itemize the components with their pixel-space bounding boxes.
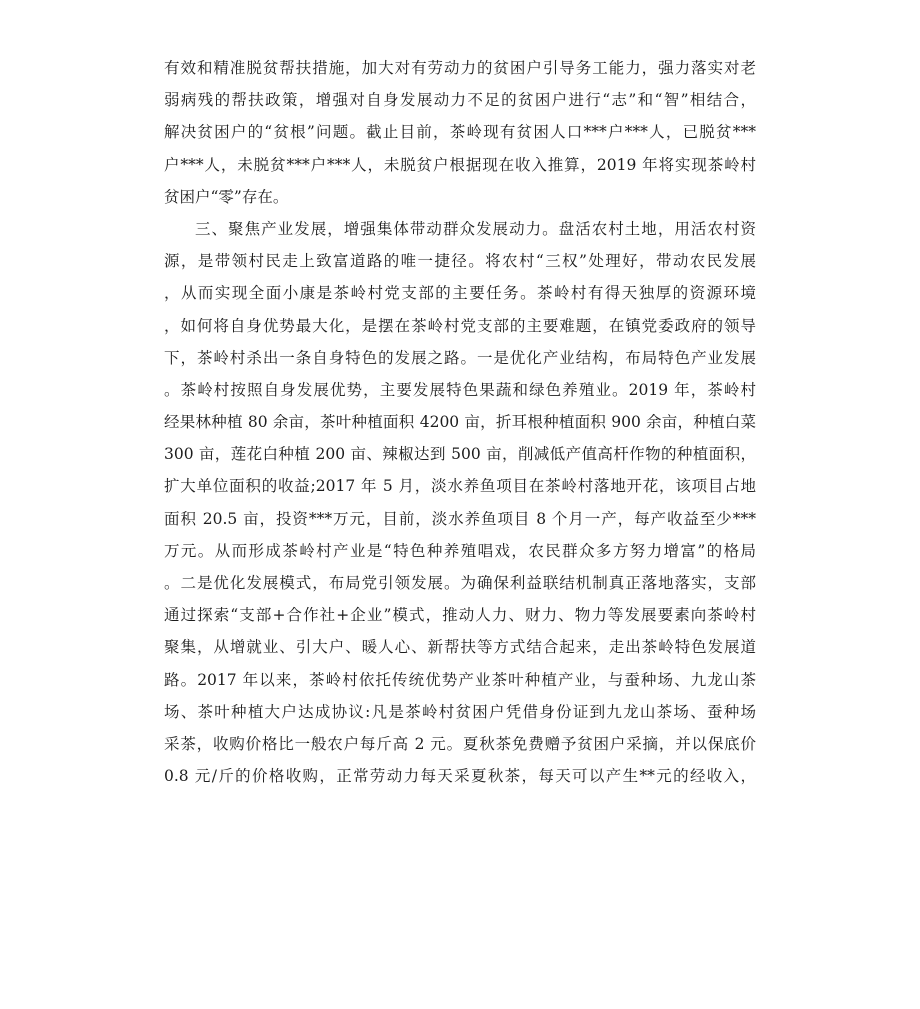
paragraph-industry-development	[164, 213, 756, 792]
text-line: 0.8 元/斤的价格收购，正常劳动力每天采夏秋茶，每天可以产生**元的经收入，	[164, 767, 756, 786]
text-line: 弱病残的帮扶政策，增强对自身发展动力不足的贫困户进行“志”和“智”相结合，	[164, 91, 756, 110]
text-line: 解决贫困户的“贫根”问题。截止目前，茶岭现有贫困人口***户***人，已脱贫***	[164, 123, 756, 142]
text-line: 下，茶岭村杀出一条自身特色的发展之路。一是优化产业结构，布局特色产业发展	[164, 348, 756, 367]
text-line: 。二是优化发展模式，布局党引领发展。为确保利益联结机制真正落地落实，支部	[164, 574, 756, 592]
paragraph-poverty-measures	[164, 52, 756, 213]
document-body	[164, 52, 756, 792]
text-line: 采茶，收购价格比一般农户每斤高 2 元。夏秋茶免费赠予贫困户采摘，并以保底价	[164, 734, 756, 753]
text-line: 经果林种植 80 余亩，茶叶种植面积 4200 亩，折耳根种植面积 900 余亩，种植白菜	[164, 413, 756, 432]
text-line: 三、聚焦产业发展，增强集体带动群众发展动力。盘活农村土地，用活农村资	[195, 219, 756, 238]
text-line: 。茶岭村按照自身发展优势，主要发展特色果蔬和绿色养殖业。2019 年，茶岭村	[164, 380, 756, 399]
text-line: 场、茶叶种植大户达成协议:凡是茶岭村贫困户凭借身份证到九龙山茶场、蚕种场	[164, 702, 756, 721]
text-line: 有效和精准脱贫帮扶措施，加大对有劳动力的贫困户引导务工能力，强力落实对老	[164, 59, 756, 77]
text-line: 路。2017 年以来，茶岭村依托传统优势产业茶叶种植产业，与蚕种场、九龙山茶	[164, 670, 756, 689]
text-line: ，如何将自身优势最大化，是摆在茶岭村党支部的主要难题，在镇党委政府的领导	[164, 316, 756, 335]
text-line: ，从而实现全面小康是茶岭村党支部的主要任务。茶岭村有得天独厚的资源环境	[164, 284, 756, 303]
text-line: 通过探索“支部+合作社+企业”模式，推动人力、财力、物力等发展要素向茶岭村	[164, 606, 756, 625]
text-line: 贫困户“零”存在。	[164, 187, 289, 206]
text-line: 源，是带领村民走上致富道路的唯一捷径。将农村“三权”处理好，带动农民发展	[164, 252, 756, 271]
text-line: 户***人，未脱贫***户***人，未脱贫户根据现在收入推算，2019 年将实现茶岭村	[164, 155, 756, 174]
text-line: 扩大单位面积的收益;2017 年 5 月，淡水养鱼项目在茶岭村落地开花，该项目占地	[164, 477, 756, 496]
text-line: 万元。从而形成茶岭村产业是“特色种养殖唱戏，农民群众多方努力增富”的格局	[164, 541, 756, 560]
text-line: 面积 20.5 亩，投资***万元，目前，淡水养鱼项目 8 个月一产，每产收益至少***	[164, 509, 756, 528]
text-line: 聚集，从增就业、引大户、暖人心、新帮扶等方式结合起来，走出茶岭特色发展道	[164, 638, 756, 657]
text-line: 300 亩，莲花白种植 200 亩、辣椒达到 500 亩，削减低产值高杆作物的种植面积，	[164, 445, 756, 464]
